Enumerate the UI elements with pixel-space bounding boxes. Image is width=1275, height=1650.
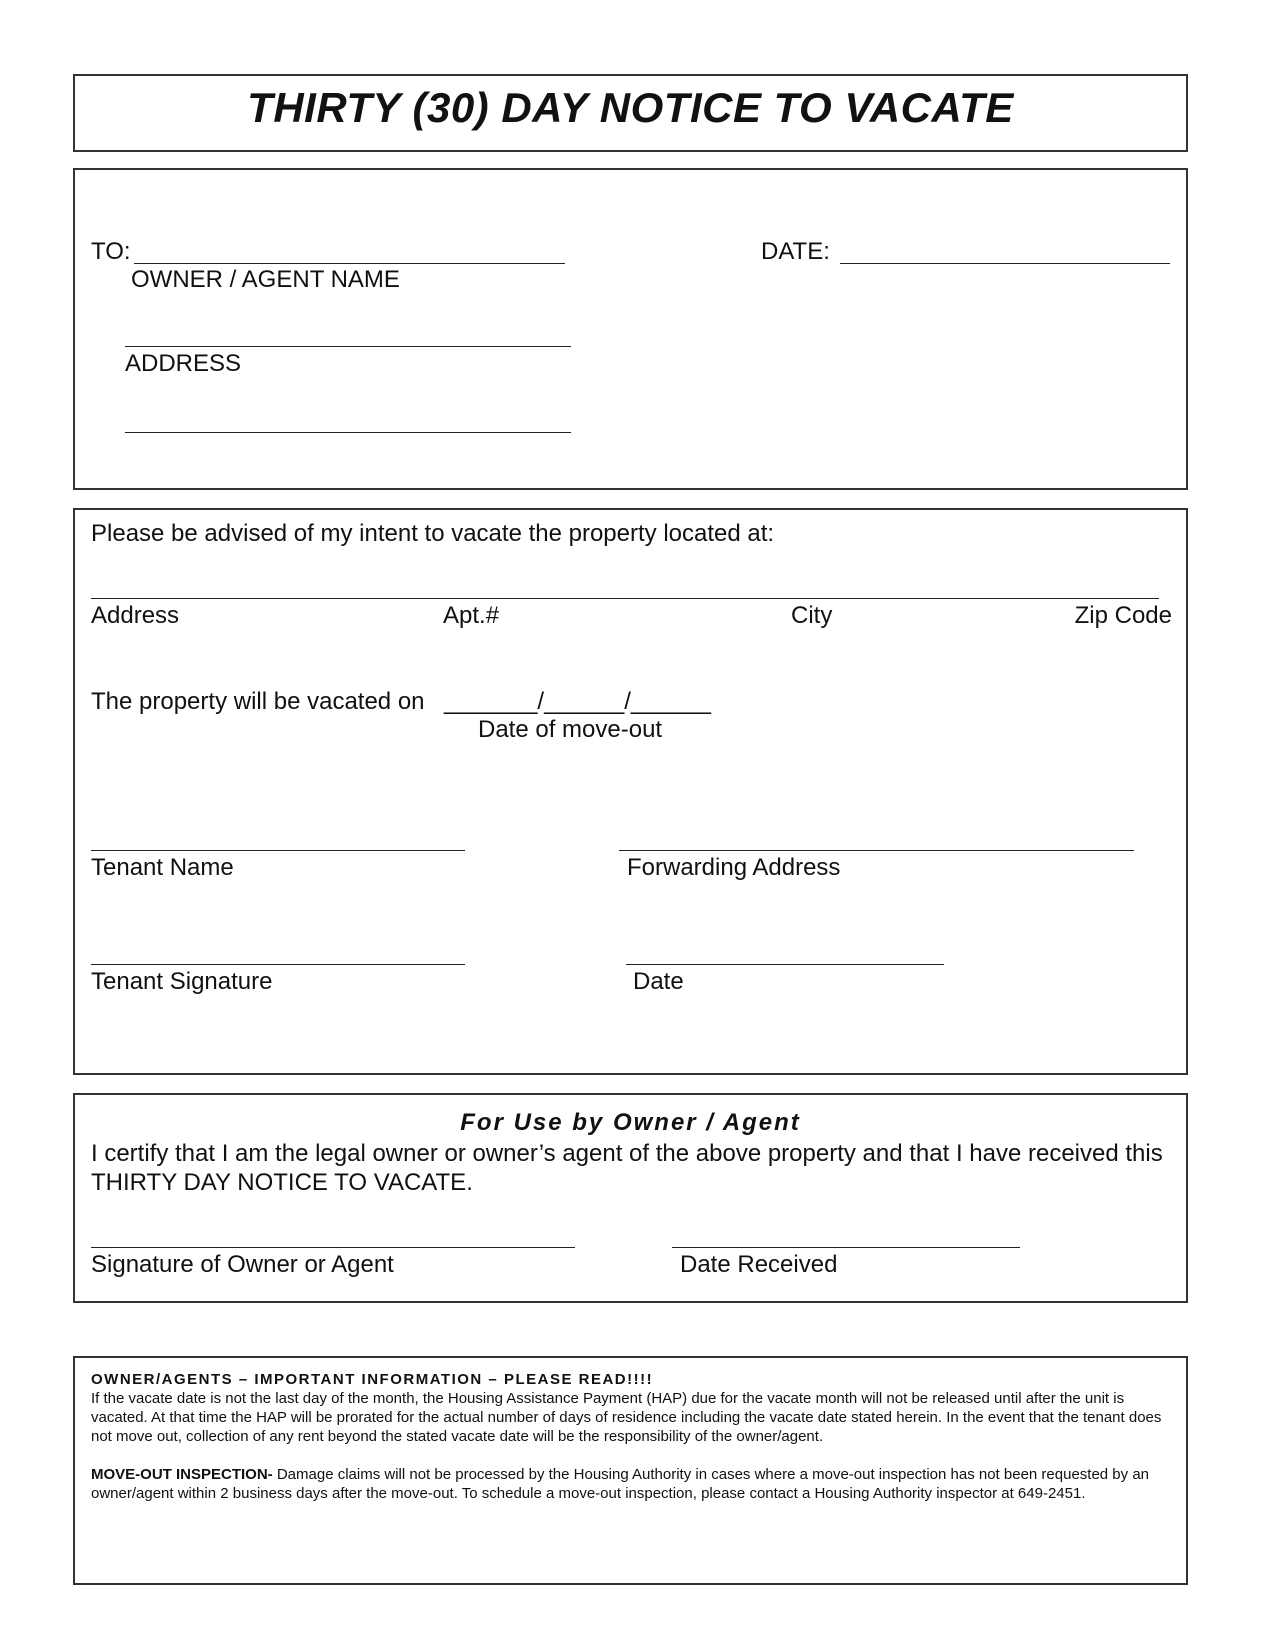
- date-received-caption: Date Received: [680, 1251, 838, 1278]
- address-caption: Address: [91, 602, 180, 629]
- notice-section: [73, 508, 1188, 1075]
- owner-agent-name-caption: OWNER / AGENT NAME: [131, 266, 400, 293]
- owner-signature-caption: Signature of Owner or Agent: [91, 1251, 394, 1278]
- certification-statement: I certify that I am the legal owner or owner’s agent of the above property and that I have received this THIRTY DAY NOTICE TO VACATE.: [91, 1140, 1163, 1196]
- property-address-field[interactable]: [91, 598, 1159, 599]
- city-caption: City: [791, 602, 833, 629]
- date-label: DATE:: [761, 238, 830, 265]
- tenant-signature-field[interactable]: [91, 964, 465, 965]
- tenant-date-field[interactable]: [626, 964, 944, 965]
- owner-agent-heading: For Use by Owner / Agent: [460, 1109, 801, 1136]
- title-box: [73, 74, 1188, 152]
- hap-paragraph: If the vacate date is not the last day of the month, the Housing Assistance Payment (HAP) due for the vacate month will not be released until after the unit is vacated. At that time the HAP will be prorated for the actual number of days of residence including the vacate date stated herein. In the event that the tenant does not move out, collection of any rent beyond the stated vacate date will be the responsibility of the owner/agent.: [91, 1390, 1162, 1445]
- move-out-inspection-text: Damage claims will not be processed by the Housing Authority in cases where a move-out inspection has not been requested by an owner/agent within 2 business days after the move-out. To schedule a move-out inspection, please contact a Housing Authority inspector at 649-2451.: [91, 1466, 1150, 1502]
- move-out-inspection-label: MOVE-OUT INSPECTION-: [91, 1466, 273, 1483]
- address-line-2-field[interactable]: [125, 432, 571, 433]
- to-section: [73, 168, 1188, 490]
- address-line-1-field[interactable]: [125, 346, 571, 347]
- date-received-field[interactable]: [672, 1247, 1020, 1248]
- vacated-on-label: The property will be vacated on: [91, 688, 425, 715]
- move-out-date-caption: Date of move-out: [478, 716, 663, 743]
- intent-statement: Please be advised of my intent to vacate the property located at:: [91, 520, 775, 547]
- important-information-heading: OWNER/AGENTS – IMPORTANT INFORMATION – PLEASE READ!!!!: [91, 1371, 654, 1388]
- owner-signature-field[interactable]: [91, 1247, 575, 1248]
- date-field[interactable]: [840, 263, 1170, 264]
- owner-agent-section: [73, 1093, 1188, 1303]
- move-out-date-field[interactable]: _______/______/______: [444, 688, 711, 715]
- move-out-inspection-paragraph: [91, 1465, 1172, 1503]
- page-title: THIRTY (30) DAY NOTICE TO VACATE: [247, 84, 1014, 131]
- apt-caption: Apt.#: [443, 602, 500, 629]
- zip-code-caption: Zip Code: [1074, 602, 1172, 629]
- forwarding-address-field[interactable]: [619, 850, 1134, 851]
- tenant-name-caption: Tenant Name: [91, 854, 234, 881]
- important-information-section: [73, 1356, 1188, 1585]
- important-information-text: [91, 1370, 1172, 1503]
- tenant-signature-caption: Tenant Signature: [91, 968, 273, 995]
- address-caption: ADDRESS: [125, 350, 242, 377]
- to-label: TO:: [91, 238, 131, 265]
- tenant-name-field[interactable]: [91, 850, 465, 851]
- owner-agent-name-field[interactable]: [134, 263, 565, 264]
- forwarding-address-caption: Forwarding Address: [627, 854, 841, 881]
- tenant-date-caption: Date: [633, 968, 684, 995]
